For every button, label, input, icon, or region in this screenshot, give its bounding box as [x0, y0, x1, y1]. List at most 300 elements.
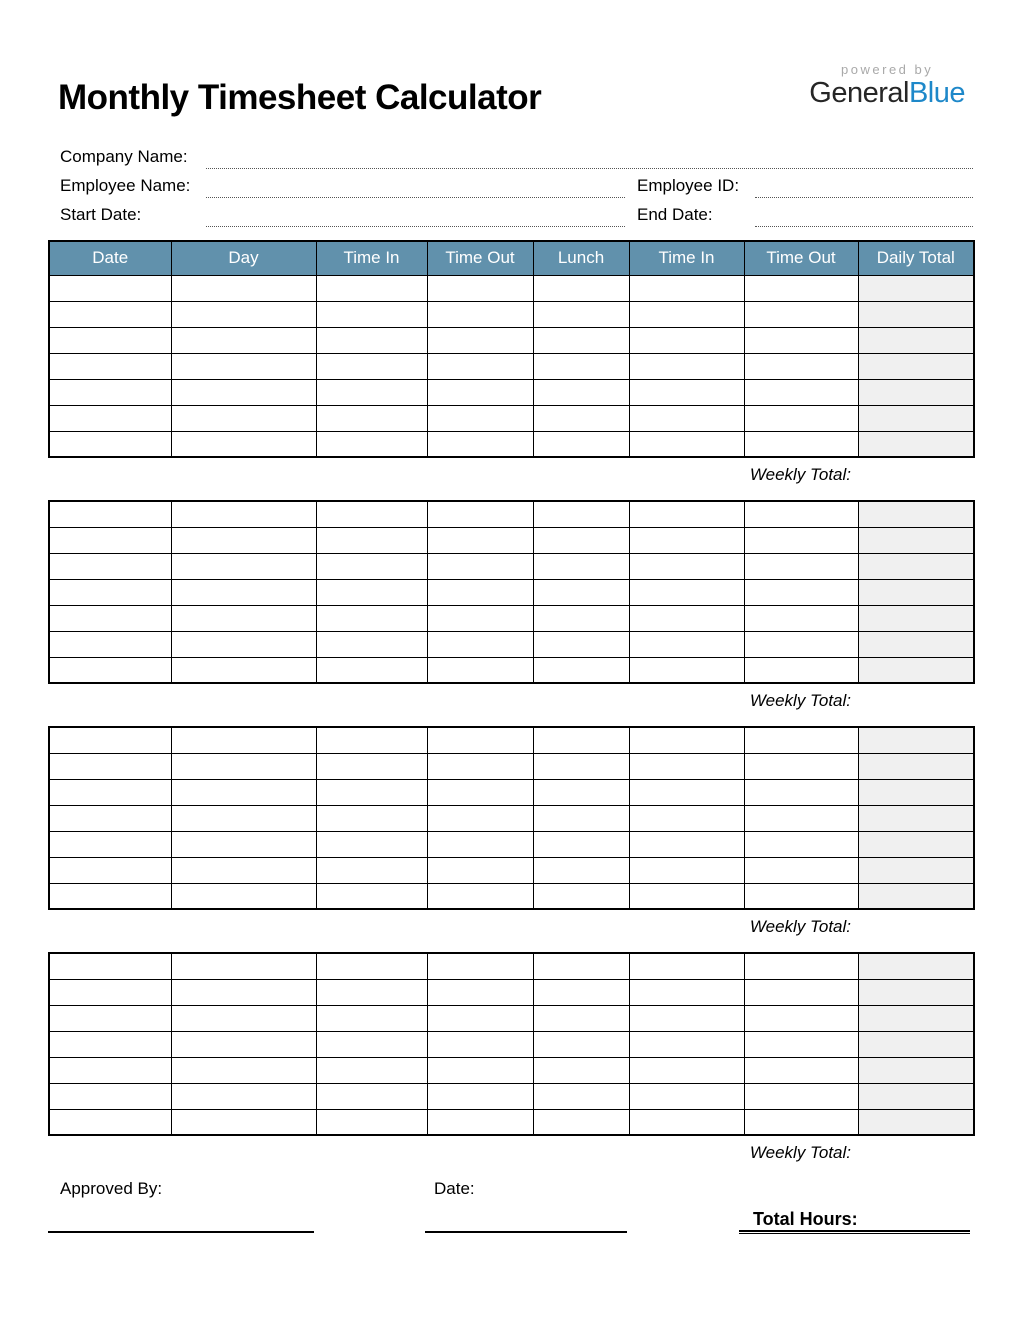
timesheet-cell-daily-total[interactable] — [858, 953, 974, 979]
timesheet-cell-lunch[interactable] — [533, 727, 629, 753]
timesheet-cell-time-out[interactable] — [744, 579, 858, 605]
timesheet-cell-time-in[interactable] — [629, 379, 744, 405]
timesheet-cell-time-out[interactable] — [744, 527, 858, 553]
timesheet-cell-day[interactable] — [171, 1109, 316, 1135]
timesheet-cell-time-in[interactable] — [629, 657, 744, 683]
timesheet-cell-time-out[interactable] — [744, 379, 858, 405]
timesheet-cell-time-out[interactable] — [744, 405, 858, 431]
table-row — [49, 657, 974, 683]
timesheet-week-1-table — [48, 240, 975, 458]
timesheet-cell-time-in[interactable] — [629, 1031, 744, 1057]
timesheet-cell-lunch[interactable] — [533, 753, 629, 779]
employee-name-field[interactable] — [206, 176, 625, 198]
timesheet-cell-time-out[interactable] — [427, 831, 533, 857]
timesheet-cell-time-in[interactable] — [316, 1031, 427, 1057]
timesheet-cell-day[interactable] — [171, 553, 316, 579]
timesheet-cell-day[interactable] — [171, 657, 316, 683]
timesheet-cell-day[interactable] — [171, 431, 316, 457]
timesheet-cell-daily-total[interactable] — [858, 1109, 974, 1135]
timesheet-cell-day[interactable] — [171, 353, 316, 379]
timesheet-cell-time-out[interactable] — [427, 631, 533, 657]
timesheet-cell-time-out[interactable] — [744, 1109, 858, 1135]
timesheet-cell-date[interactable] — [49, 1109, 171, 1135]
weekly-total-row — [48, 691, 973, 711]
page-header — [48, 64, 973, 120]
timesheet-cell-daily-total[interactable] — [858, 405, 974, 431]
timesheet-cell-daily-total[interactable] — [858, 1057, 974, 1083]
timesheet-cell-time-in[interactable] — [316, 1057, 427, 1083]
timesheet-cell-day[interactable] — [171, 631, 316, 657]
column-header-date-0: Date — [49, 241, 171, 275]
timesheet-cell-lunch[interactable] — [533, 301, 629, 327]
timesheet-cell-date[interactable] — [49, 405, 171, 431]
timesheet-cell-daily-total[interactable] — [858, 301, 974, 327]
timesheet-cell-time-in[interactable] — [316, 527, 427, 553]
timesheet-cell-date[interactable] — [49, 779, 171, 805]
timesheet-cell-time-out[interactable] — [427, 657, 533, 683]
timesheet-cell-date[interactable] — [49, 805, 171, 831]
timesheet-cell-daily-total[interactable] — [858, 779, 974, 805]
timesheet-cell-time-in[interactable] — [316, 1005, 427, 1031]
timesheet-cell-lunch[interactable] — [533, 1005, 629, 1031]
timesheet-cell-time-in[interactable] — [316, 953, 427, 979]
timesheet-cell-time-in[interactable] — [629, 831, 744, 857]
timesheet-cell-date[interactable] — [49, 327, 171, 353]
timesheet-cell-lunch[interactable] — [533, 979, 629, 1005]
company-name-field[interactable] — [206, 147, 973, 169]
timesheet-cell-daily-total[interactable] — [858, 727, 974, 753]
timesheet-cell-lunch[interactable] — [533, 1031, 629, 1057]
timesheet-cell-time-out[interactable] — [744, 1057, 858, 1083]
powered-by-text: powered by — [841, 62, 934, 77]
timesheet-cell-time-out[interactable] — [427, 579, 533, 605]
page-footer — [48, 1178, 973, 1288]
table-row — [49, 527, 974, 553]
table-row — [49, 1083, 974, 1109]
approved-by-signature[interactable] — [48, 1210, 314, 1230]
total-hours-value[interactable] — [868, 1209, 998, 1229]
timesheet-cell-date[interactable] — [49, 727, 171, 753]
timesheet-cell-date[interactable] — [49, 979, 171, 1005]
timesheet-cell-day[interactable] — [171, 605, 316, 631]
end-date-label: End Date: — [637, 205, 713, 224]
timesheet-cell-time-in[interactable] — [629, 883, 744, 909]
brand-general: General — [809, 77, 909, 109]
weekly-total-label: Weekly Total: — [749, 917, 851, 936]
company-name-label: Company Name: — [60, 147, 188, 166]
timesheet-cell-day[interactable] — [171, 979, 316, 1005]
timesheet-cell-time-in[interactable] — [316, 1109, 427, 1135]
timesheet-cell-date[interactable] — [49, 1057, 171, 1083]
timesheet-cell-time-out[interactable] — [744, 1083, 858, 1109]
employee-name-label: Employee Name: — [60, 176, 191, 195]
timesheet-cell-lunch[interactable] — [533, 857, 629, 883]
timesheet-cell-time-out[interactable] — [427, 979, 533, 1005]
timesheet-cell-time-in[interactable] — [629, 1083, 744, 1109]
weekly-total-value[interactable] — [859, 1143, 965, 1163]
timesheet-cell-time-out[interactable] — [427, 327, 533, 353]
weekly-total-label: Weekly Total: — [749, 465, 851, 484]
timesheet-cell-daily-total[interactable] — [858, 1083, 974, 1109]
column-header-daily-total-7: Daily Total — [858, 241, 974, 275]
timesheet-cell-time-in[interactable] — [316, 405, 427, 431]
timesheet-cell-daily-total[interactable] — [858, 1031, 974, 1057]
timesheet-cell-day[interactable] — [171, 405, 316, 431]
timesheet-cell-time-out[interactable] — [744, 275, 858, 301]
timesheet-cell-date[interactable] — [49, 527, 171, 553]
timesheet-cell-day[interactable] — [171, 1083, 316, 1109]
timesheet-cell-time-out[interactable] — [744, 779, 858, 805]
timesheet-cell-time-out[interactable] — [744, 979, 858, 1005]
start-date-label: Start Date: — [60, 205, 142, 224]
table-row — [49, 883, 974, 909]
timesheet-cell-time-in[interactable] — [629, 727, 744, 753]
timesheet-cell-lunch[interactable] — [533, 805, 629, 831]
timesheet-cell-lunch[interactable] — [533, 327, 629, 353]
timesheet-cell-time-in[interactable] — [316, 753, 427, 779]
timesheet-cell-date[interactable] — [49, 353, 171, 379]
timesheet-cell-lunch[interactable] — [533, 501, 629, 527]
employee-id-label: Employee ID: — [637, 176, 740, 195]
timesheet-cell-date[interactable] — [49, 301, 171, 327]
timesheet-cell-daily-total[interactable] — [858, 379, 974, 405]
timesheet-cell-time-out[interactable] — [744, 805, 858, 831]
timesheet-cell-time-out[interactable] — [744, 953, 858, 979]
column-header-lunch-4: Lunch — [533, 241, 629, 275]
date-label: Date: — [434, 1179, 475, 1198]
table-row — [49, 301, 974, 327]
timesheet-cell-date[interactable] — [49, 631, 171, 657]
timesheet-cell-lunch[interactable] — [533, 953, 629, 979]
weekly-total-value[interactable] — [859, 691, 965, 711]
weekly-total-row — [48, 917, 973, 937]
timesheet-cell-time-out[interactable] — [744, 727, 858, 753]
timesheet-cell-date[interactable] — [49, 1005, 171, 1031]
timesheet-cell-time-in[interactable] — [629, 779, 744, 805]
table-row — [49, 631, 974, 657]
timesheet-cell-time-in[interactable] — [629, 1005, 744, 1031]
timesheet-cell-date[interactable] — [49, 1083, 171, 1109]
date-signature[interactable] — [425, 1210, 627, 1230]
timesheet-cell-time-out[interactable] — [744, 1031, 858, 1057]
timesheet-cell-time-out[interactable] — [427, 605, 533, 631]
timesheet-cell-time-in[interactable] — [316, 353, 427, 379]
table-row — [49, 857, 974, 883]
timesheet-cell-day[interactable] — [171, 379, 316, 405]
timesheet-cell-date[interactable] — [49, 831, 171, 857]
timesheet-cell-lunch[interactable] — [533, 657, 629, 683]
timesheet-cell-day[interactable] — [171, 1057, 316, 1083]
page-title: Monthly Timesheet Calculator — [58, 78, 542, 117]
timesheet-cell-daily-total[interactable] — [858, 657, 974, 683]
timesheet-cell-time-in[interactable] — [629, 753, 744, 779]
column-header-time-in-2: Time In — [316, 241, 427, 275]
timesheet-cell-time-in[interactable] — [629, 979, 744, 1005]
timesheet-cell-date[interactable] — [49, 883, 171, 909]
timesheet-cell-date[interactable] — [49, 501, 171, 527]
timesheet-cell-time-out[interactable] — [427, 1083, 533, 1109]
timesheet-cell-lunch[interactable] — [533, 1109, 629, 1135]
table-row — [49, 953, 974, 979]
table-row — [49, 1109, 974, 1135]
timesheet-cell-time-in[interactable] — [629, 805, 744, 831]
timesheet-cell-time-in[interactable] — [629, 553, 744, 579]
timesheet-cell-time-out[interactable] — [744, 605, 858, 631]
timesheet-cell-lunch[interactable] — [533, 431, 629, 457]
timesheet-cell-time-out[interactable] — [744, 501, 858, 527]
company-name-row — [60, 140, 973, 169]
column-header-time-in-5: Time In — [629, 241, 744, 275]
timesheet-cell-daily-total[interactable] — [858, 553, 974, 579]
timesheet-cell-time-in[interactable] — [629, 275, 744, 301]
timesheet-cell-time-in[interactable] — [316, 657, 427, 683]
timesheet-cell-daily-total[interactable] — [858, 831, 974, 857]
timesheet-cell-time-in[interactable] — [316, 379, 427, 405]
timesheet-cell-time-in[interactable] — [316, 831, 427, 857]
timesheet-cell-date[interactable] — [49, 753, 171, 779]
timesheet-cell-day[interactable] — [171, 831, 316, 857]
timesheet-cell-lunch[interactable] — [533, 1083, 629, 1109]
table-row — [49, 327, 974, 353]
timesheet-cell-time-in[interactable] — [316, 805, 427, 831]
table-row — [49, 379, 974, 405]
timesheet-cell-time-in[interactable] — [316, 979, 427, 1005]
timesheet-cell-day[interactable] — [171, 805, 316, 831]
timesheet-cell-daily-total[interactable] — [858, 605, 974, 631]
timesheet-cell-daily-total[interactable] — [858, 501, 974, 527]
timesheet-cell-day[interactable] — [171, 527, 316, 553]
weekly-total-value[interactable] — [859, 917, 965, 937]
timesheet-cell-daily-total[interactable] — [858, 527, 974, 553]
timesheet-cell-time-out[interactable] — [427, 1005, 533, 1031]
timesheet-cell-day[interactable] — [171, 779, 316, 805]
timesheet-cell-time-in[interactable] — [629, 527, 744, 553]
date-signature-line — [425, 1231, 627, 1233]
table-row — [49, 779, 974, 805]
timesheet-cell-day[interactable] — [171, 1031, 316, 1057]
timesheet-cell-time-in[interactable] — [316, 631, 427, 657]
timesheet-cell-daily-total[interactable] — [858, 631, 974, 657]
employee-row — [60, 169, 973, 198]
timesheet-cell-date[interactable] — [49, 579, 171, 605]
timesheet-cell-date[interactable] — [49, 605, 171, 631]
timesheet-cell-daily-total[interactable] — [858, 883, 974, 909]
timesheet-cell-lunch[interactable] — [533, 605, 629, 631]
timesheet-cell-lunch[interactable] — [533, 527, 629, 553]
weekly-total-label: Weekly Total: — [749, 691, 851, 710]
timesheet-cell-time-out[interactable] — [427, 805, 533, 831]
timesheet-cell-day[interactable] — [171, 753, 316, 779]
timesheet-cell-time-in[interactable] — [629, 579, 744, 605]
timesheet-cell-time-out[interactable] — [427, 727, 533, 753]
timesheet-cell-time-in[interactable] — [316, 727, 427, 753]
generalblue-logo — [809, 62, 965, 108]
timesheet-cell-time-out[interactable] — [744, 353, 858, 379]
info-form — [48, 140, 973, 227]
timesheet-cell-date[interactable] — [49, 553, 171, 579]
timesheet-cell-date[interactable] — [49, 857, 171, 883]
timesheet-cell-time-in[interactable] — [629, 1057, 744, 1083]
timesheet-cell-time-in[interactable] — [629, 301, 744, 327]
timesheet-cell-lunch[interactable] — [533, 275, 629, 301]
approved-by-signature-line — [48, 1231, 314, 1233]
employee-id-field[interactable] — [755, 176, 973, 198]
timesheet-cell-daily-total[interactable] — [858, 753, 974, 779]
timesheet-cell-time-out[interactable] — [427, 527, 533, 553]
timesheet-cell-day[interactable] — [171, 579, 316, 605]
total-hours-label: Total Hours: — [753, 1209, 858, 1229]
timesheet-cell-lunch[interactable] — [533, 831, 629, 857]
timesheet-cell-time-out[interactable] — [744, 553, 858, 579]
timesheet-cell-daily-total[interactable] — [858, 327, 974, 353]
start-date-field[interactable] — [206, 205, 625, 227]
timesheet-cell-day[interactable] — [171, 275, 316, 301]
column-header-time-out-3: Time Out — [427, 241, 533, 275]
timesheet-cell-daily-total[interactable] — [858, 353, 974, 379]
timesheet-cell-day[interactable] — [171, 327, 316, 353]
timesheet-cell-time-out[interactable] — [744, 857, 858, 883]
timesheet-cell-time-in[interactable] — [629, 953, 744, 979]
weekly-total-label: Weekly Total: — [749, 1143, 851, 1162]
weeks-container — [48, 240, 973, 1163]
timesheet-cell-time-in[interactable] — [316, 779, 427, 805]
weekly-total-value[interactable] — [859, 465, 965, 485]
timesheet-cell-time-out[interactable] — [427, 1109, 533, 1135]
timesheet-cell-time-out[interactable] — [744, 657, 858, 683]
brand-wordmark — [809, 78, 965, 108]
timesheet-cell-time-in[interactable] — [629, 1109, 744, 1135]
timesheet-cell-date[interactable] — [49, 431, 171, 457]
table-row — [49, 1057, 974, 1083]
timesheet-cell-time-out[interactable] — [427, 379, 533, 405]
timesheet-cell-time-out[interactable] — [427, 1031, 533, 1057]
timesheet-cell-time-out[interactable] — [427, 275, 533, 301]
timesheet-cell-time-out[interactable] — [427, 857, 533, 883]
timesheet-cell-time-out[interactable] — [427, 301, 533, 327]
timesheet-cell-lunch[interactable] — [533, 405, 629, 431]
timesheet-cell-time-out[interactable] — [427, 353, 533, 379]
column-header-day-1: Day — [171, 241, 316, 275]
timesheet-cell-time-in[interactable] — [316, 327, 427, 353]
timesheet-cell-time-in[interactable] — [629, 501, 744, 527]
timesheet-cell-lunch[interactable] — [533, 353, 629, 379]
timesheet-cell-time-out[interactable] — [427, 1057, 533, 1083]
table-row — [49, 605, 974, 631]
table-row — [49, 1005, 974, 1031]
timesheet-cell-time-out[interactable] — [744, 631, 858, 657]
timesheet-week-3-table — [48, 726, 975, 910]
timesheet-cell-date[interactable] — [49, 379, 171, 405]
table-row — [49, 1031, 974, 1057]
timesheet-cell-time-in[interactable] — [316, 579, 427, 605]
timesheet-cell-lunch[interactable] — [533, 379, 629, 405]
timesheet-cell-time-in[interactable] — [316, 431, 427, 457]
table-row — [49, 353, 974, 379]
timesheet-cell-date[interactable] — [49, 657, 171, 683]
timesheet-cell-time-in[interactable] — [316, 553, 427, 579]
dates-row — [60, 198, 973, 227]
timesheet-cell-time-in[interactable] — [316, 1083, 427, 1109]
timesheet-cell-time-in[interactable] — [629, 327, 744, 353]
approved-by-label: Approved By: — [60, 1179, 163, 1198]
timesheet-cell-day[interactable] — [171, 301, 316, 327]
timesheet-week-4-table — [48, 952, 975, 1136]
timesheet-cell-time-out[interactable] — [427, 753, 533, 779]
timesheet-cell-time-in[interactable] — [629, 631, 744, 657]
timesheet-cell-time-in[interactable] — [316, 501, 427, 527]
column-header-row — [49, 241, 974, 275]
timesheet-cell-time-in[interactable] — [629, 431, 744, 457]
timesheet-cell-lunch[interactable] — [533, 883, 629, 909]
timesheet-cell-time-in[interactable] — [316, 857, 427, 883]
timesheet-cell-lunch[interactable] — [533, 553, 629, 579]
timesheet-cell-time-out[interactable] — [744, 327, 858, 353]
timesheet-cell-time-out[interactable] — [427, 779, 533, 805]
timesheet-cell-lunch[interactable] — [533, 1057, 629, 1083]
table-row — [49, 579, 974, 605]
timesheet-cell-daily-total[interactable] — [858, 1005, 974, 1031]
timesheet-cell-time-out[interactable] — [744, 301, 858, 327]
timesheet-cell-daily-total[interactable] — [858, 275, 974, 301]
timesheet-cell-day[interactable] — [171, 727, 316, 753]
timesheet-cell-time-out[interactable] — [744, 1005, 858, 1031]
timesheet-cell-time-out[interactable] — [744, 431, 858, 457]
table-row — [49, 805, 974, 831]
timesheet-cell-daily-total[interactable] — [858, 805, 974, 831]
table-row — [49, 727, 974, 753]
table-row — [49, 501, 974, 527]
timesheet-cell-lunch[interactable] — [533, 579, 629, 605]
timesheet-cell-time-out[interactable] — [427, 953, 533, 979]
timesheet-cell-daily-total[interactable] — [858, 579, 974, 605]
total-hours-double-rule — [739, 1230, 970, 1234]
timesheet-cell-time-out[interactable] — [744, 883, 858, 909]
timesheet-cell-daily-total[interactable] — [858, 979, 974, 1005]
timesheet-cell-time-out[interactable] — [744, 753, 858, 779]
timesheet-cell-daily-total[interactable] — [858, 431, 974, 457]
timesheet-cell-time-out[interactable] — [427, 431, 533, 457]
timesheet-cell-day[interactable] — [171, 857, 316, 883]
timesheet-cell-time-in[interactable] — [629, 353, 744, 379]
timesheet-cell-time-in[interactable] — [316, 275, 427, 301]
timesheet-cell-time-in[interactable] — [629, 857, 744, 883]
timesheet-cell-time-in[interactable] — [629, 605, 744, 631]
timesheet-cell-date[interactable] — [49, 953, 171, 979]
timesheet-cell-date[interactable] — [49, 1031, 171, 1057]
timesheet-cell-time-out[interactable] — [427, 883, 533, 909]
timesheet-cell-day[interactable] — [171, 953, 316, 979]
timesheet-cell-time-in[interactable] — [629, 405, 744, 431]
timesheet-cell-day[interactable] — [171, 501, 316, 527]
timesheet-cell-date[interactable] — [49, 275, 171, 301]
timesheet-cell-time-in[interactable] — [316, 301, 427, 327]
timesheet-cell-time-out[interactable] — [427, 553, 533, 579]
table-row — [49, 405, 974, 431]
timesheet-cell-time-out[interactable] — [427, 501, 533, 527]
timesheet-cell-daily-total[interactable] — [858, 857, 974, 883]
end-date-field[interactable] — [755, 205, 973, 227]
timesheet-cell-time-in[interactable] — [316, 605, 427, 631]
timesheet-cell-time-in[interactable] — [316, 883, 427, 909]
timesheet-cell-time-out[interactable] — [427, 405, 533, 431]
timesheet-cell-lunch[interactable] — [533, 631, 629, 657]
timesheet-week-2-table — [48, 500, 975, 684]
timesheet-cell-day[interactable] — [171, 1005, 316, 1031]
timesheet-cell-time-out[interactable] — [744, 831, 858, 857]
timesheet-cell-lunch[interactable] — [533, 779, 629, 805]
timesheet-cell-day[interactable] — [171, 883, 316, 909]
table-row — [49, 979, 974, 1005]
